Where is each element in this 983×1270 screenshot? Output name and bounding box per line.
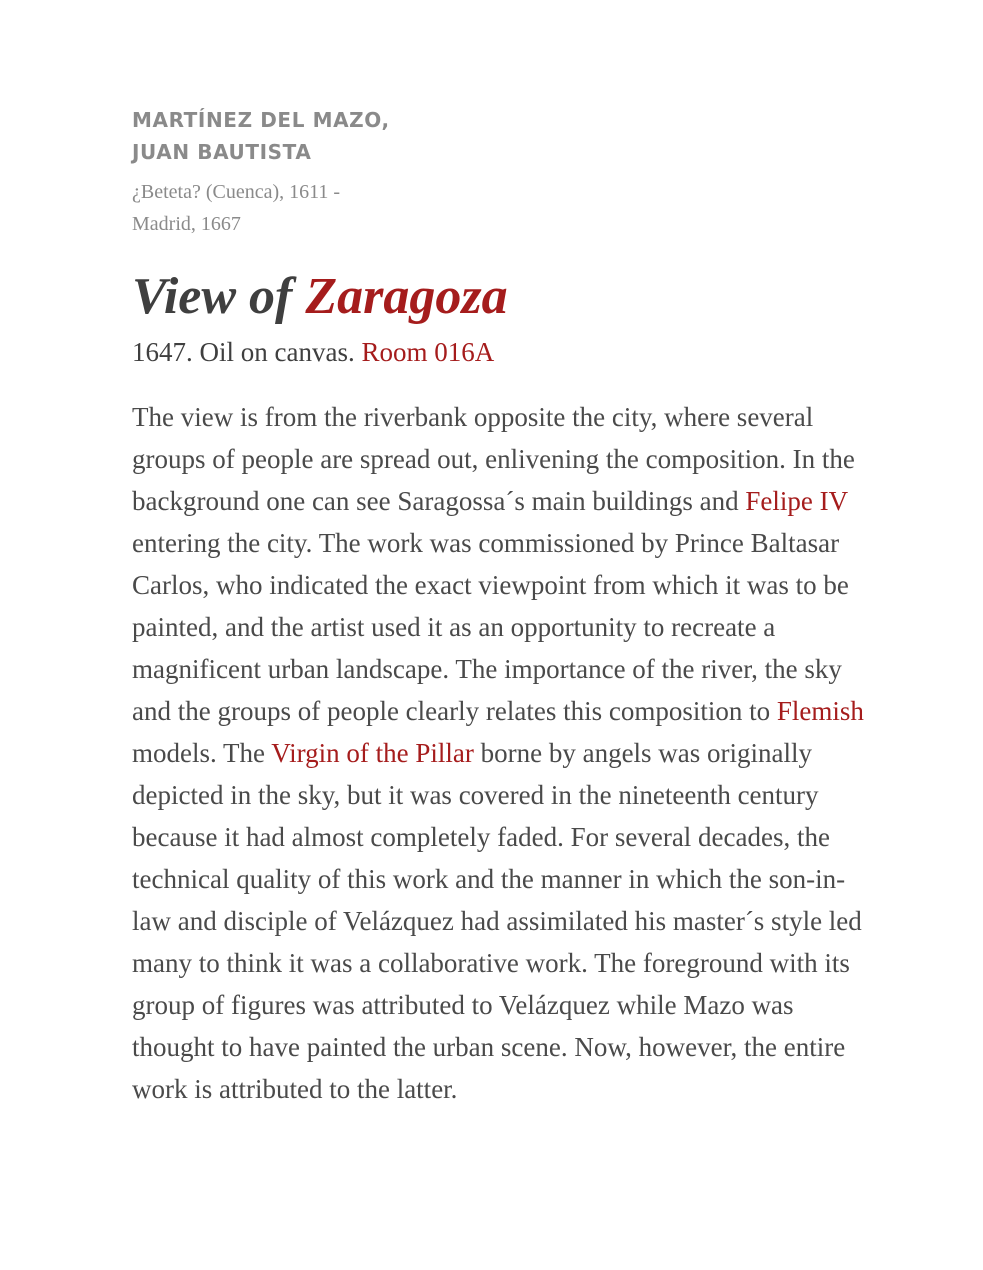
artist-name-line1[interactable]: MARTÍNEZ DEL MAZO, (132, 108, 390, 132)
artwork-detail (132, 104, 892, 1110)
artist-name-line2[interactable]: JUAN BAUTISTA (132, 140, 312, 164)
artwork-date-technique: 1647. Oil on canvas. (132, 337, 362, 367)
room-link[interactable]: Room 016A (361, 337, 495, 367)
artwork-title-link[interactable]: Zaragoza (305, 268, 508, 325)
artist-lifespan (132, 176, 892, 240)
description-text-2: entering the city. The work was commissioned by Prince Baltasar Carlos, who indicated the exact viewpoint from which it was to be painted, and the artist used it as an opportunity to recreate a magnificent urban landscape. The importance of the river, the sky and the groups of people clearly relates this composition to (132, 528, 849, 726)
description-text-4: borne by angels was originally depicted in the sky, but it was covered in the nineteenth century because it had almost completely faded. For several decades, the technical quality of this work and the manner in which the son-in-law and disciple of Velázquez had assimilated his master´s style led many to think it was a collaborative work. The foreground with its group of figures was attributed to Velázquez while Mazo was thought to have painted the urban scene. Now, however, the entire work is attributed to the latter. (132, 738, 862, 1104)
flemish-link[interactable]: Flemish (776, 696, 864, 726)
artwork-title (132, 264, 892, 330)
felipe-iv-link[interactable]: Felipe IV (745, 486, 848, 516)
artist-name[interactable] (132, 104, 892, 168)
artwork-meta (132, 332, 892, 372)
artist-lifespan-line2: Madrid, 1667 (132, 213, 241, 235)
artwork-description (132, 396, 882, 1110)
artwork-title-prefix: View of (132, 268, 306, 325)
virgin-of-the-pillar-link[interactable]: Virgin of the Pillar (271, 738, 474, 768)
description-text-3: models. The (132, 738, 272, 768)
artist-lifespan-line1: ¿Beteta? (Cuenca), 1611 - (132, 181, 341, 203)
description-text-1: The view is from the riverbank opposite the city, where several groups of people are spread out, enlivening the composition. In the background one can see Saragossa´s main buildings and (132, 402, 855, 516)
